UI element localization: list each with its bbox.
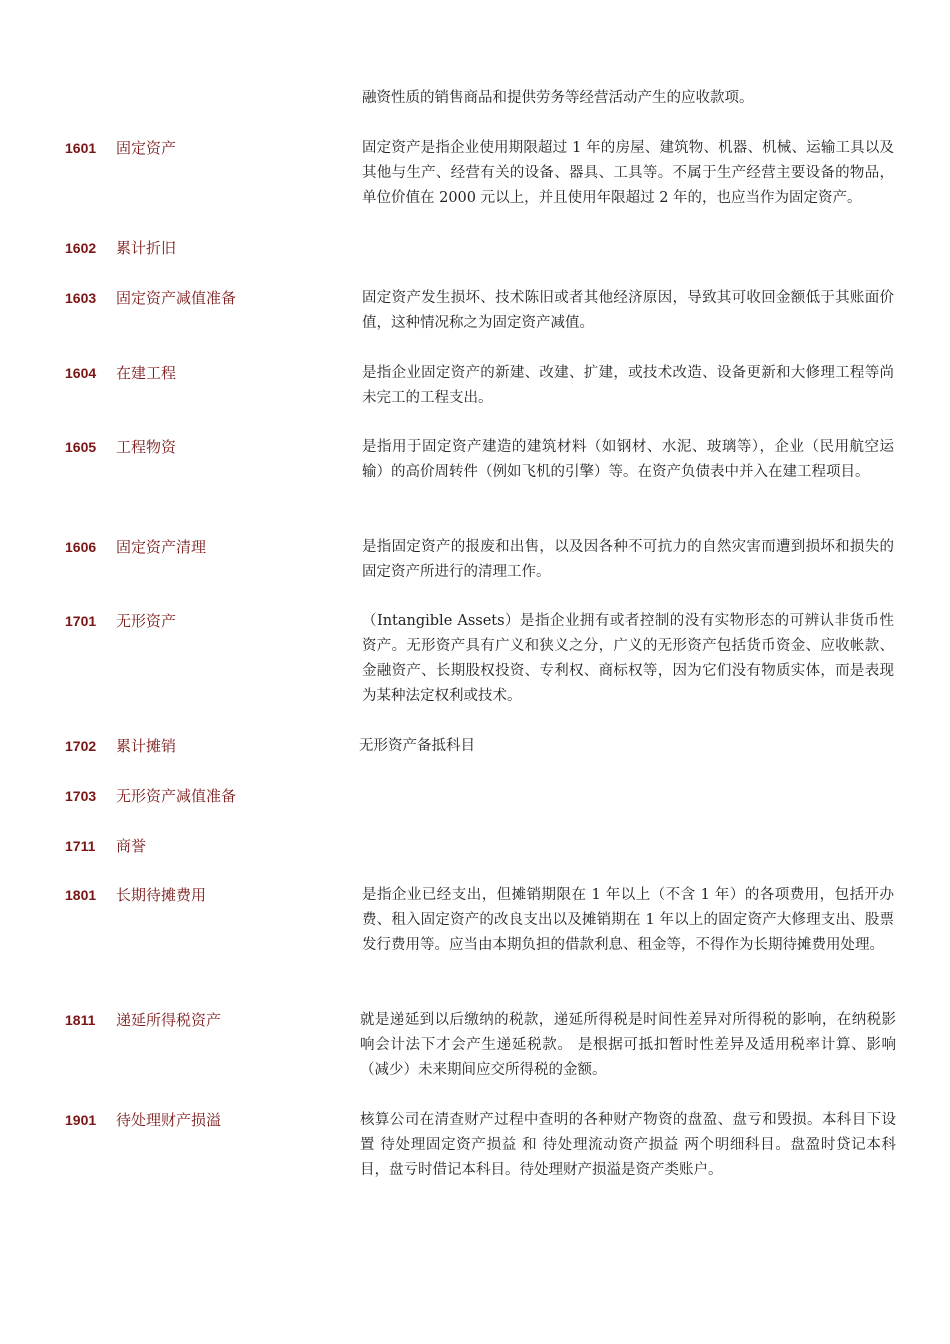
account-code: 1702: [65, 738, 97, 754]
account-description: 是指企业已经支出，但摊销期限在 1 年以上（不含 1 年）的各项费用，包括开办费、租入固定资产的改良支出以及摊销期在 1 年以上的固定资产大修理支出、股票发行费用等。应当由本期负担的借款利息、租金等，不得作为长期待摊费用处理。: [362, 887, 894, 953]
account-code: 1604: [65, 365, 97, 381]
account-code: 1711: [65, 838, 96, 854]
account-name: 工程物资: [116, 438, 177, 456]
account-description: 固定资产发生损坏、技术陈旧或者其他经济原因，导致其可收回金额低于其账面价值，这种情况称之为固定资产减值。: [362, 290, 894, 331]
account-description: 无形资产备抵科目: [359, 738, 475, 754]
account-description: 是指企业固定资产的新建、改建、扩建，或技术改造、设备更新和大修理工程等尚未完工的工程支出。: [362, 365, 894, 406]
account-name: 在建工程: [116, 364, 177, 382]
continued-paragraph: 融资性质的销售商品和提供劳务等经营活动产生的应收款项。: [362, 90, 754, 106]
account-name: 无形资产: [116, 612, 177, 630]
account-code: 1605: [65, 439, 97, 455]
account-code: 1601: [65, 140, 97, 156]
account-name: 固定资产: [116, 139, 177, 157]
account-description: 就是递延到以后缴纳的税款，递延所得税是时间性差异对所得税的影响，在纳税影响会计法下才会产生递延税款。 是根据可抵扣暂时性差异及适用税率计算、影响（减少）未来期间应交所得税的金额。: [360, 1012, 896, 1078]
account-name: 累计摊销: [116, 737, 177, 755]
account-description: 是指固定资产的报废和出售，以及因各种不可抗力的自然灾害而遭到损坏和损失的固定资产所进行的清理工作。: [362, 539, 894, 580]
account-name: 递延所得税资产: [116, 1011, 222, 1029]
account-code: 1801: [65, 887, 97, 903]
account-code: 1701: [65, 613, 97, 629]
account-code: 1602: [65, 240, 97, 256]
account-description: 固定资产是指企业使用期限超过 1 年的房屋、建筑物、机器、机械、运输工具以及其他与生产、经营有关的设备、器具、工具等。不属于生产经营主要设备的物品，单位价值在 2000 元以上，并且使用年限超过 2 年的，也应当作为固定资产。: [362, 140, 894, 206]
account-description: 核算公司在清查财产过程中查明的各种财产物资的盘盈、盘亏和毁损。本科目下设置 待处理固定资产损益 和 待处理流动资产损益 两个明细科目。盘盈时贷记本科目，盘亏时借记本科目。待处理财产损溢是资产类账户。: [360, 1112, 896, 1178]
account-code: 1603: [65, 290, 97, 306]
account-description: （Intangible Assets）是指企业拥有或者控制的没有实物形态的可辨认非货币性资产。无形资产具有广义和狭义之分，广义的无形资产包括货币资金、应收帐款、金融资产、长期股权投资、专利权、商标权等，因为它们没有物质实体，而是表现为某种法定权利或技术。: [362, 613, 894, 704]
account-description: 是指用于固定资产建造的建筑材料（如钢材、水泥、玻璃等），企业（民用航空运输）的高价周转件（例如飞机的引擎）等。在资产负债表中并入在建工程项目。: [362, 439, 894, 480]
account-name: 无形资产减值准备: [116, 787, 237, 805]
account-name: 固定资产减值准备: [116, 289, 237, 307]
account-name: 固定资产清理: [116, 538, 207, 556]
account-code: 1901: [65, 1112, 97, 1128]
account-code: 1811: [65, 1012, 96, 1028]
account-name: 商誉: [116, 837, 147, 855]
account-name: 待处理财产损溢: [116, 1111, 222, 1129]
account-name: 累计折旧: [116, 239, 177, 257]
account-code: 1606: [65, 539, 97, 555]
account-code: 1703: [65, 788, 97, 804]
account-name: 长期待摊费用: [116, 886, 207, 904]
